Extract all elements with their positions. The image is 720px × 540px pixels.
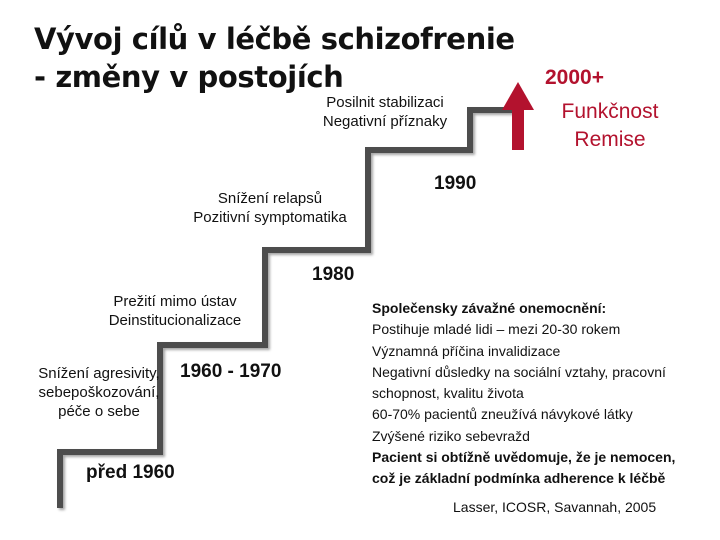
info-line: což je základní podmínka adherence k léčbě xyxy=(372,470,666,487)
step-label-0 xyxy=(34,364,164,421)
era-label-0: před 1960 xyxy=(86,462,175,483)
info-line: Společensky závažné onemocnění: xyxy=(372,300,607,316)
info-list xyxy=(372,298,675,490)
slide-title-line-2: - změny v postojích xyxy=(34,60,344,94)
info-line: Postihuje mladé lidi – mezi 20-30 rokem xyxy=(372,321,621,338)
info-line: Negativní důsledky na sociální vztahy, pracovní xyxy=(372,363,666,380)
step-label-3 xyxy=(310,93,460,131)
goal-arrow-icon xyxy=(502,82,534,110)
goal-line-2: Remise xyxy=(574,128,646,151)
info-line: schopnost, kvalitu života xyxy=(372,385,524,402)
goal-year: 2000+ xyxy=(545,66,604,89)
step-text-line: Snížení agresivity, xyxy=(38,365,160,382)
era-label-3: 1990 xyxy=(434,173,477,194)
goal-label xyxy=(548,98,672,154)
goal-line-1: Funkčnost xyxy=(561,100,659,123)
info-line: Významná příčina invalidizace xyxy=(372,342,561,359)
citation: Lasser, ICOSR, Savannah, 2005 xyxy=(453,499,657,515)
info-line: 60-70% pacientů zneužívá návykové látky xyxy=(372,406,633,423)
info-line: Zvýšené riziko sebevražd xyxy=(372,427,530,444)
step-text-line: sebepoškozování, xyxy=(38,384,160,401)
step-text-line: Deinstitucionalizace xyxy=(108,312,242,329)
step-label-2 xyxy=(180,189,360,227)
slide-title-line-1: Vývoj cílů v léčbě schizofrenie xyxy=(34,22,515,56)
step-text-line: Pozitivní symptomatika xyxy=(193,209,347,226)
step-text-line: péče o sebe xyxy=(58,403,140,420)
step-text-line: Prežití mimo ústav xyxy=(113,293,237,310)
step-text-line: Posilnit stabilizaci xyxy=(326,94,444,111)
step-text-line: Snížení relapsů xyxy=(217,190,323,207)
info-line: Pacient si obtížně uvědomuje, že je nemocen, xyxy=(372,449,676,466)
step-label-1 xyxy=(90,292,260,330)
era-label-1: 1960 - 1970 xyxy=(180,361,282,382)
step-text-line: Negativní příznaky xyxy=(322,113,448,130)
era-label-2: 1980 xyxy=(312,264,355,285)
